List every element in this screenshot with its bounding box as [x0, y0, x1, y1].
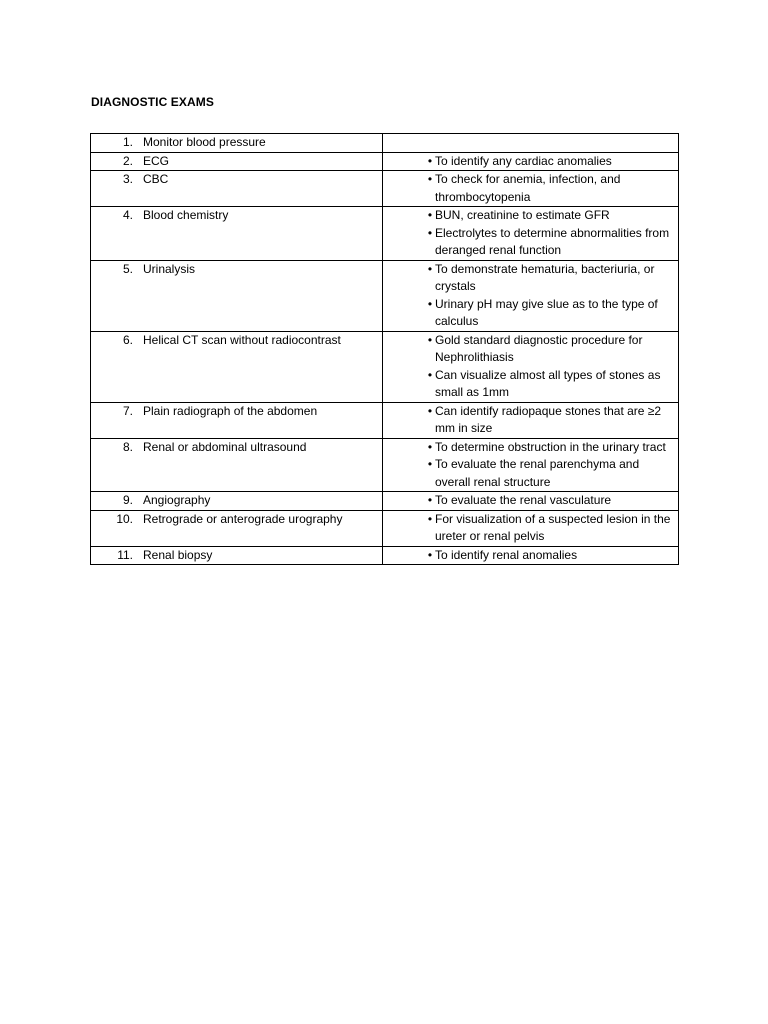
exam-item: [95, 134, 380, 152]
exam-item: [95, 492, 380, 510]
purpose-list: [387, 332, 676, 402]
exam-name: Plain radiograph of the abdomen: [143, 403, 318, 418]
bullet-icon: [387, 261, 435, 279]
bullet-icon: [387, 171, 435, 189]
purpose-cell: [383, 438, 679, 492]
purpose-cell: [383, 492, 679, 511]
bullet-icon: [387, 332, 435, 350]
bullet-icon: [387, 492, 435, 510]
purpose-cell: [383, 152, 679, 171]
exam-cell: [91, 510, 383, 546]
exam-number: 1.: [122, 135, 133, 149]
exam-item: [95, 403, 380, 421]
list-item: [387, 261, 676, 296]
exam-item: [95, 261, 380, 279]
bullet-glyph: •: [427, 457, 433, 471]
purpose-text: Gold standard diagnostic procedure for Nephrolithiasis: [435, 332, 643, 364]
purpose-text: To evaluate the renal vasculature: [435, 493, 612, 507]
exam-number: 8.: [122, 439, 133, 454]
purpose-list: [387, 511, 676, 546]
table-row: [91, 260, 679, 331]
purpose-list: [387, 153, 676, 171]
bullet-icon: [387, 207, 435, 225]
purpose-cell: [383, 207, 679, 261]
table-row: [91, 438, 679, 492]
bullet-glyph: •: [427, 172, 433, 186]
table-row: [91, 510, 679, 546]
exam-item: [95, 207, 380, 225]
exam-cell: [91, 152, 383, 171]
exam-cell: [91, 134, 383, 153]
list-item: [387, 439, 676, 457]
exam-number: 4.: [122, 208, 133, 222]
exam-name: Angiography: [143, 493, 211, 507]
bullet-glyph: •: [427, 225, 433, 240]
exam-item: [95, 171, 380, 189]
bullet-glyph: •: [427, 332, 433, 347]
bullet-icon: [387, 296, 435, 314]
list-item: [387, 547, 676, 565]
exam-name: ECG: [143, 153, 170, 168]
bullet-icon: [387, 511, 435, 529]
list-item: [387, 153, 676, 171]
bullet-icon: [387, 547, 435, 565]
bullet-glyph: •: [427, 403, 433, 418]
exam-name: Retrograde or anterograde urography: [143, 511, 343, 526]
exam-number: 6.: [122, 332, 133, 347]
purpose-text: To identify renal anomalies: [435, 547, 578, 562]
purpose-list: [387, 261, 676, 331]
list-item: [387, 171, 676, 206]
bullet-glyph: •: [427, 261, 433, 276]
table-row: [91, 546, 679, 565]
bullet-icon: [387, 439, 435, 457]
exam-number: 11.: [117, 547, 133, 562]
exam-cell: [91, 207, 383, 261]
purpose-text: To demonstrate hematuria, bacteriuria, or crystals: [435, 261, 655, 293]
exam-cell: [91, 492, 383, 511]
purpose-text: Can identify radiopaque stones that are ≥2 mm in size: [435, 403, 662, 435]
table-row: [91, 207, 679, 261]
purpose-list: [387, 547, 676, 565]
bullet-icon: [387, 403, 435, 421]
page-title: DIAGNOSTIC EXAMS: [91, 95, 214, 109]
purpose-text: To identify any cardiac anomalies: [435, 153, 612, 168]
exam-name: Monitor blood pressure: [143, 135, 266, 149]
table-row: [91, 134, 679, 153]
list-item: [387, 225, 676, 260]
list-item: [387, 332, 676, 367]
purpose-list: [387, 171, 676, 206]
purpose-text: To evaluate the renal parenchyma and overall renal structure: [435, 457, 640, 489]
exam-item: [95, 153, 380, 171]
bullet-glyph: •: [427, 511, 433, 526]
bullet-icon: [387, 367, 435, 385]
purpose-cell: [383, 402, 679, 438]
bullet-icon: [387, 153, 435, 171]
bullet-icon: [387, 456, 435, 474]
exam-name: CBC: [143, 172, 169, 186]
purpose-cell: [383, 546, 679, 565]
exam-name: Helical CT scan without radiocontrast: [143, 332, 341, 347]
purpose-list: [387, 207, 676, 260]
exam-item: [95, 511, 380, 529]
exam-cell: [91, 546, 383, 565]
list-item: [387, 511, 676, 546]
purpose-text: Electrolytes to determine abnormalities from deranged renal function: [435, 225, 670, 257]
exam-number: 10.: [116, 511, 133, 526]
exam-name: Renal biopsy: [143, 547, 213, 562]
purpose-cell: [383, 510, 679, 546]
list-item: [387, 456, 676, 491]
exam-number: 5.: [122, 261, 133, 276]
purpose-list: [387, 439, 676, 492]
purpose-list: [387, 492, 676, 510]
exam-cell: [91, 331, 383, 402]
purpose-cell: [383, 331, 679, 402]
purpose-text: To determine obstruction in the urinary tract: [435, 439, 666, 454]
exam-number: 2.: [122, 153, 133, 168]
exam-cell: [91, 402, 383, 438]
exam-item: [95, 332, 380, 350]
list-item: [387, 296, 676, 331]
table-row: [91, 152, 679, 171]
list-item: [387, 207, 676, 225]
exam-number: 7.: [122, 403, 133, 418]
exam-cell: [91, 171, 383, 207]
purpose-text: To check for anemia, infection, and thrombocytopenia: [435, 172, 621, 204]
exam-name: Urinalysis: [143, 261, 196, 276]
exam-name: Renal or abdominal ultrasound: [143, 439, 307, 454]
exam-number: 9.: [122, 493, 133, 507]
exam-number: 3.: [122, 172, 133, 186]
bullet-icon: [387, 225, 435, 243]
bullet-glyph: •: [427, 547, 433, 562]
exam-item: [95, 439, 380, 457]
purpose-list: [387, 403, 676, 438]
purpose-text: Urinary pH may give slue as to the type of calculus: [435, 296, 658, 328]
list-item: [387, 492, 676, 510]
purpose-cell: [383, 171, 679, 207]
purpose-cell: [383, 260, 679, 331]
bullet-glyph: •: [427, 493, 433, 507]
purpose-cell: [383, 134, 679, 153]
bullet-glyph: •: [427, 153, 433, 168]
bullet-glyph: •: [427, 208, 433, 222]
table-row: [91, 402, 679, 438]
exam-cell: [91, 260, 383, 331]
purpose-text: BUN, creatinine to estimate GFR: [435, 208, 610, 222]
table-row: [91, 171, 679, 207]
list-item: [387, 403, 676, 438]
purpose-text: For visualization of a suspected lesion in the ureter or renal pelvis: [435, 511, 671, 543]
table-body: [91, 134, 679, 565]
bullet-glyph: •: [427, 296, 433, 311]
bullet-glyph: •: [427, 367, 433, 382]
table-row: [91, 331, 679, 402]
exam-cell: [91, 438, 383, 492]
list-item: [387, 367, 676, 402]
purpose-text: Can visualize almost all types of stones as small as 1mm: [435, 367, 661, 399]
bullet-glyph: •: [427, 439, 433, 454]
exam-name: Blood chemistry: [143, 208, 229, 222]
table-row: [91, 492, 679, 511]
diagnostic-exams-table: [90, 133, 679, 565]
exam-item: [95, 547, 380, 565]
